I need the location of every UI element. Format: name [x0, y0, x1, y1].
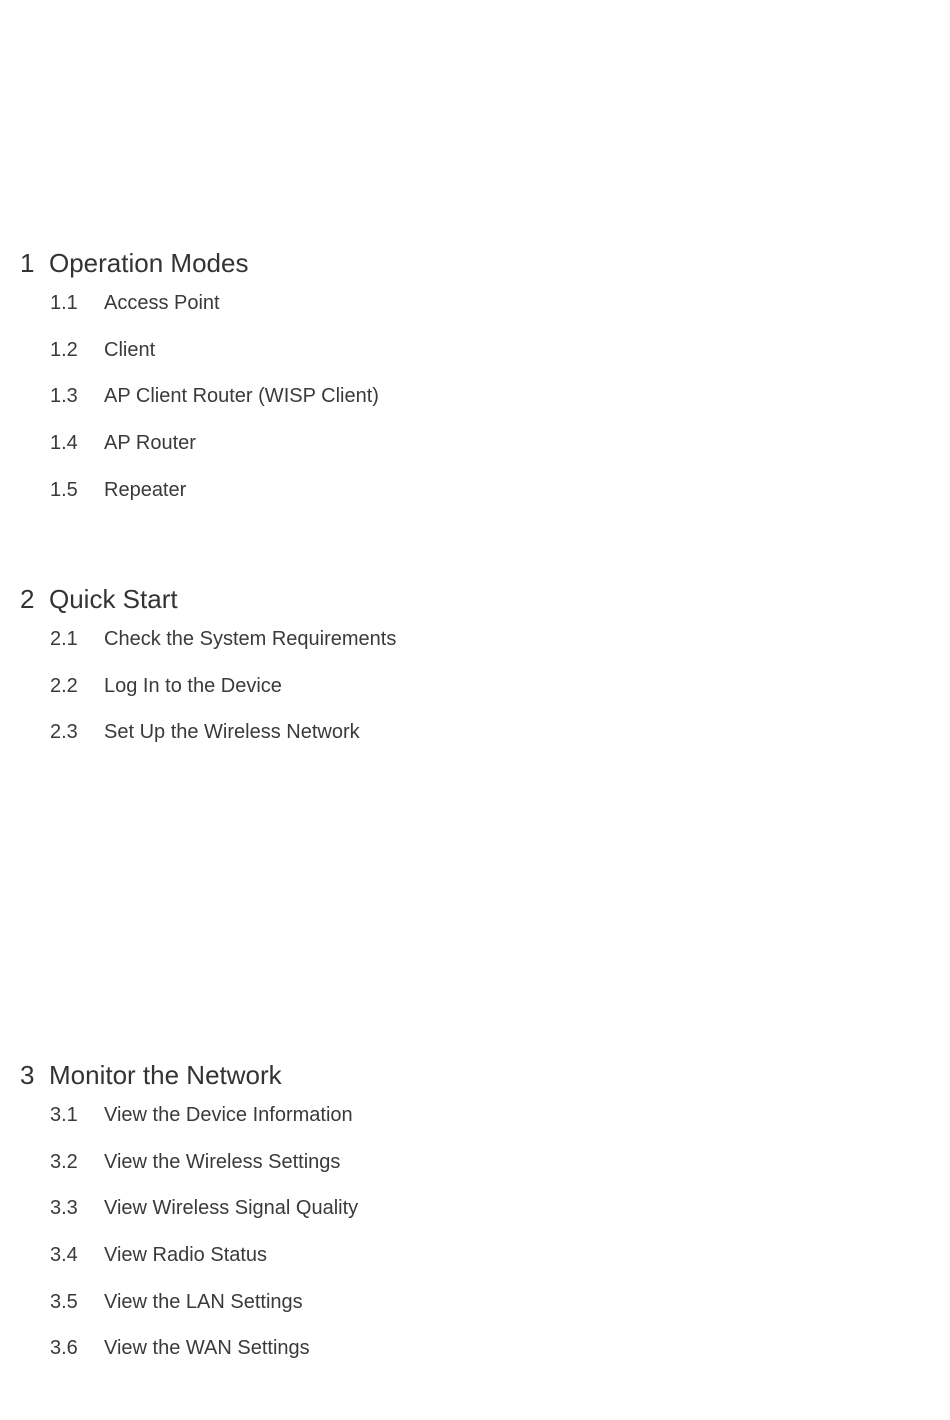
section-heading[interactable]: [20, 584, 920, 614]
toc-entry-number: 3.5: [50, 1290, 78, 1313]
section-number: 1: [20, 248, 35, 278]
toc-entry-link[interactable]: Repeater: [104, 478, 187, 501]
toc-entry-link[interactable]: Log In to the Device: [104, 674, 282, 697]
toc-entry-number: 1.4: [50, 432, 78, 455]
toc-entry-number: 3.4: [50, 1244, 78, 1267]
toc-entry-link[interactable]: View the WAN Settings: [104, 1337, 310, 1360]
toc-entry-number: 2.1: [50, 628, 78, 650]
section-heading[interactable]: [20, 248, 920, 278]
toc-entry-link[interactable]: AP Router: [104, 432, 196, 455]
toc-section-quick-start: [20, 584, 920, 767]
section-title: Operation Modes: [49, 248, 249, 278]
toc-entry-link[interactable]: Set Up the Wireless Network: [104, 721, 360, 744]
toc-entry[interactable]: [20, 478, 920, 525]
toc-list: [20, 291, 920, 524]
toc-entry[interactable]: [20, 1243, 920, 1290]
section-title: Quick Start: [49, 584, 178, 614]
toc-entry-number: 3.1: [50, 1104, 78, 1126]
toc-entry-link[interactable]: View Radio Status: [104, 1244, 268, 1267]
toc-entry-link[interactable]: Check the System Requirements: [104, 628, 397, 650]
toc-entry-number: 1.1: [50, 292, 78, 314]
toc-entry[interactable]: [20, 720, 920, 767]
toc-entry[interactable]: [20, 1103, 920, 1150]
toc-entry-link[interactable]: Client: [104, 338, 156, 361]
toc-entry[interactable]: [20, 384, 920, 431]
toc-entry-number: 3.6: [50, 1337, 78, 1360]
toc-entry-number: 3.3: [50, 1197, 78, 1220]
toc-list: [20, 627, 920, 767]
toc-entry-link[interactable]: AP Client Router (WISP Client): [104, 385, 379, 408]
toc-entry-number: 2.3: [50, 721, 78, 744]
toc-list: [20, 1103, 920, 1383]
toc-entry-number: 1.5: [50, 478, 78, 501]
toc-entry[interactable]: [20, 627, 920, 674]
toc-entry-number: 3.2: [50, 1150, 78, 1173]
toc-entry-link[interactable]: View Wireless Signal Quality: [104, 1197, 359, 1220]
toc-entry-number: 2.2: [50, 674, 78, 697]
toc-entry[interactable]: [20, 674, 920, 721]
toc-entry[interactable]: [20, 1290, 920, 1337]
section-title: Monitor the Network: [49, 1060, 282, 1090]
toc-entry[interactable]: [20, 1336, 920, 1383]
toc-entry[interactable]: [20, 1196, 920, 1243]
toc-entry-number: 1.2: [50, 338, 78, 361]
toc-entry[interactable]: [20, 1150, 920, 1197]
toc-entry-number: 1.3: [50, 385, 78, 408]
toc-entry-link[interactable]: View the LAN Settings: [104, 1290, 303, 1313]
toc-entry-link[interactable]: View the Device Information: [104, 1104, 353, 1126]
section-number: 3: [20, 1060, 35, 1090]
toc-entry[interactable]: [20, 291, 920, 338]
section-heading[interactable]: [20, 1060, 920, 1090]
toc-entry-link[interactable]: View the Wireless Settings: [104, 1150, 341, 1173]
toc-entry[interactable]: [20, 338, 920, 385]
toc-section-monitor-the-network: [20, 1060, 920, 1383]
toc-entry-link[interactable]: Access Point: [104, 292, 220, 314]
toc-entry[interactable]: [20, 431, 920, 478]
toc-section-operation-modes: [20, 248, 920, 524]
section-number: 2: [20, 584, 35, 614]
